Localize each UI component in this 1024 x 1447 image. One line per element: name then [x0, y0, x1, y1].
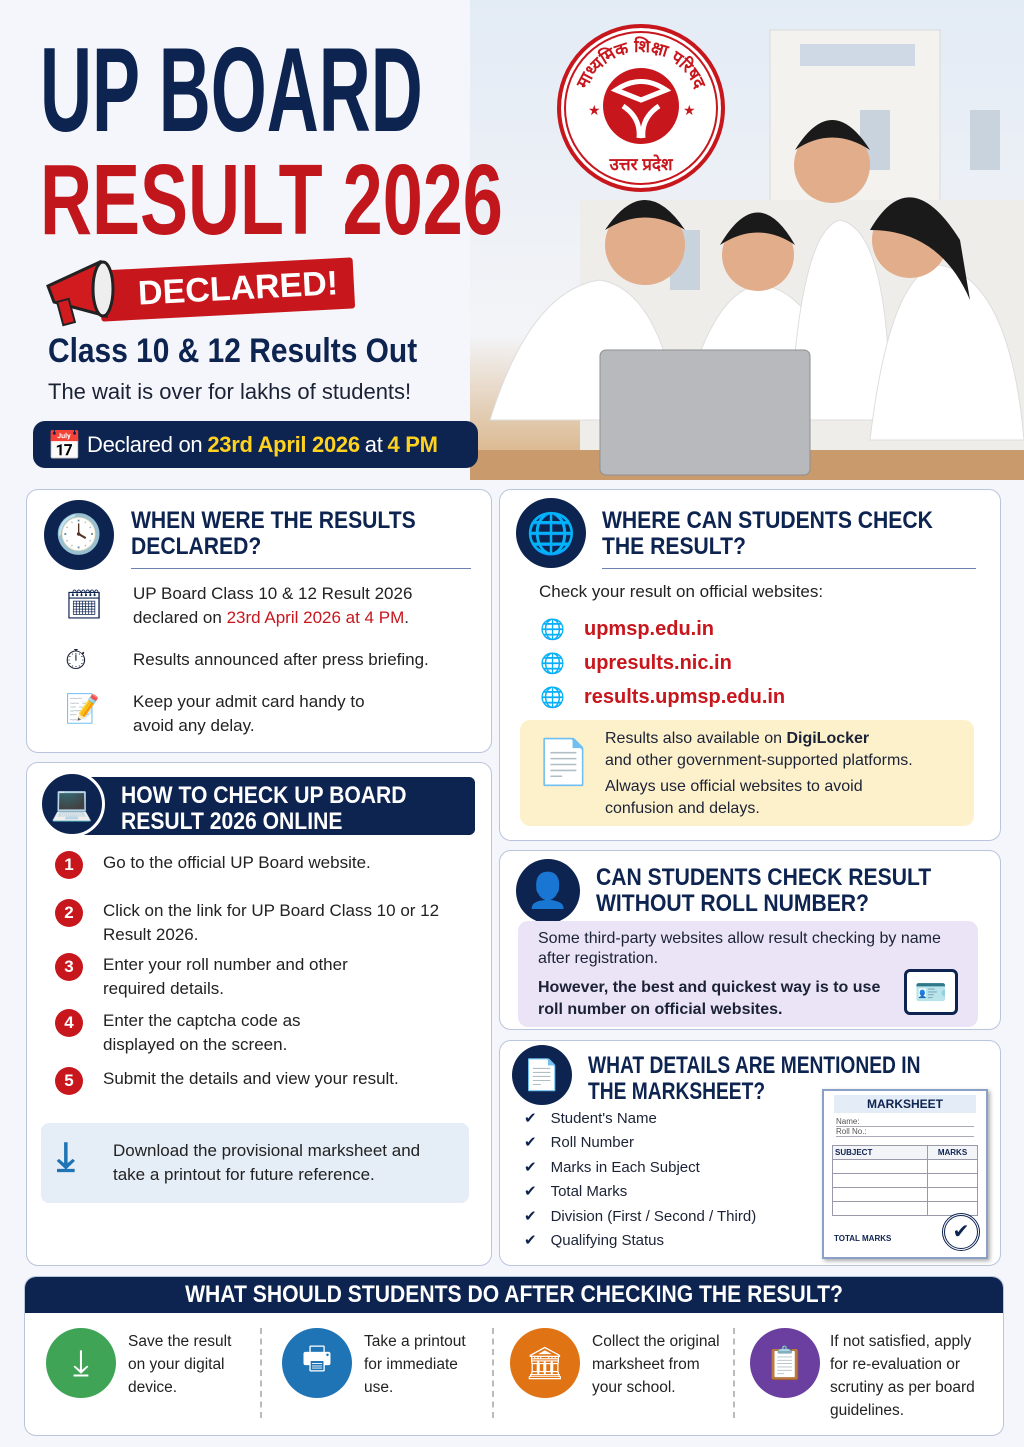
marksheet-item — [524, 1205, 756, 1229]
marksheet-item — [524, 1156, 756, 1180]
step-number: 2 — [55, 899, 83, 927]
how-to-check-card — [26, 762, 492, 1266]
id-card-icon: 🪪 — [904, 969, 958, 1015]
check-icon: ✔ — [524, 1232, 537, 1250]
tagline: The wait is over for lakhs of students! — [48, 379, 412, 404]
marksheet-item-text: Qualifying Status — [550, 1232, 664, 1250]
link-results-upmsp[interactable]: results.upmsp.edu.in — [584, 685, 786, 708]
title-result-2026: RESULT 2026 — [40, 144, 503, 256]
marksheet-item — [524, 1180, 756, 1204]
megaphone-icon — [40, 256, 130, 335]
step-number: 5 — [55, 1067, 83, 1095]
marksheet-item — [524, 1229, 756, 1253]
check-icon: ✔ — [524, 1110, 537, 1127]
roll-bold-text: However, the best and quickest way is to use roll number on official websites. — [538, 979, 881, 1018]
calendar-icon: 🗓 — [65, 589, 104, 622]
school-icon: 🏛 — [510, 1328, 580, 1398]
roll-text: Some third-party websites allow result checking by name after registration. — [538, 930, 941, 967]
upmsp-logo — [557, 24, 725, 192]
col-marks: MARKS — [928, 1146, 978, 1160]
when-item-1-d: . — [404, 608, 409, 627]
download-text: Download the provisional marksheet and take a printout for future reference. — [113, 1141, 421, 1184]
note-official-sites: Always use official websites to avoid confusion and delays. — [605, 778, 863, 817]
title-up-board: UP BOARD — [40, 23, 423, 157]
note-text-c: and other government-supported platforms. — [605, 752, 913, 769]
results-out-subtitle: Class 10 & 12 Results Out — [48, 332, 418, 370]
globe-icon: 🌐 — [540, 652, 565, 675]
after-item-print: Take a printout for immediate use. — [364, 1333, 466, 1396]
marksheet-item-text: Roll Number — [550, 1134, 634, 1152]
printer-icon: 🖶 — [282, 1328, 352, 1398]
clock-icon: 🕓 — [44, 500, 114, 570]
admit-card-icon: 📝 — [65, 693, 100, 724]
svg-text:★: ★ — [683, 102, 696, 118]
when-item-2: Results announced after press briefing. — [133, 650, 429, 669]
check-icon: ✔ — [524, 1207, 537, 1225]
globe-icon: 🌐 — [540, 618, 565, 641]
marksheet-item-text: Total Marks — [550, 1183, 628, 1201]
download-icon: ⤓ — [46, 1328, 116, 1398]
hero-photo-students — [470, 0, 1024, 480]
digilocker-note — [520, 720, 974, 826]
where-check-result-card — [499, 489, 1001, 841]
where-heading: WHERE CAN STUDENTS CHECK THE RESULT? — [602, 507, 933, 560]
note-digilocker: DigiLocker — [786, 730, 870, 747]
after-heading: WHAT SHOULD STUDENTS DO AFTER CHECKING THE RESULT? — [185, 1281, 843, 1308]
globe-icon: 🌐 — [540, 686, 565, 709]
marksheet-illustration — [822, 1089, 988, 1259]
clipboard-check-icon: 📋 — [750, 1328, 820, 1398]
declared-date-banner — [33, 421, 478, 468]
link-upresults[interactable]: upresults.nic.in — [584, 651, 732, 674]
check-icon: ✔ — [524, 1158, 537, 1176]
marksheet-item-text: Student's Name — [550, 1110, 657, 1127]
marksheet-item-text: Division (First / Second / Third) — [550, 1207, 757, 1225]
marksheet-item-text: Marks in Each Subject — [550, 1158, 700, 1176]
total-marks-label: TOTAL MARKS — [834, 1234, 892, 1243]
step-text: Click on the link for UP Board Class 10 or 12 Result 2026. — [103, 901, 440, 944]
col-subject: SUBJECT — [833, 1146, 928, 1160]
step-number: 1 — [55, 851, 83, 879]
after-item-save: Save the result on your digital device. — [128, 1333, 232, 1396]
marksheet-heading: WHAT DETAILS ARE MENTIONED IN THE MARKSHEET? — [588, 1052, 921, 1105]
stopwatch-icon: ⏱ — [65, 644, 87, 675]
calendar-clock-icon: 📅 — [47, 430, 82, 461]
link-upmsp[interactable]: upmsp.edu.in — [584, 617, 714, 640]
step-number: 3 — [55, 953, 83, 981]
when-heading: WHEN WERE THE RESULTS DECLARED? — [131, 507, 416, 560]
when-item-3: Keep your admit card handy to avoid any delay. — [133, 692, 365, 735]
check-icon: ✔ — [524, 1183, 537, 1201]
declared-at: at — [364, 431, 383, 457]
roll-heading: CAN STUDENTS CHECK RESULT WITHOUT ROLL NUMBER? — [596, 864, 932, 917]
after-item-collect: Collect the original marksheet from your school. — [592, 1333, 720, 1396]
roll-label: Roll No.: — [836, 1127, 974, 1137]
declared-prefix: Declared on — [87, 431, 203, 457]
step-text: Submit the details and view your result. — [103, 1069, 399, 1088]
marksheet-item — [524, 1107, 756, 1131]
marksheet-details-card — [499, 1040, 1001, 1266]
secure-document-icon: 📄 — [536, 738, 591, 787]
verified-stamp-icon: ✔ — [942, 1213, 980, 1251]
when-item-1 — [133, 582, 473, 630]
declared-badge: DECLARED! — [99, 257, 356, 321]
check-icon: ✔ — [524, 1134, 537, 1152]
when-item-1-date: 23rd April 2026 at 4 PM — [226, 608, 405, 627]
after-item-reevaluation: If not satisfied, apply for re-evaluation or scrutiny as per board guidelines. — [830, 1333, 975, 1419]
step-text: Go to the official UP Board website. — [103, 853, 371, 872]
download-marksheet-note — [41, 1123, 469, 1203]
globe-icon: 🌐 — [516, 498, 586, 568]
step-text: Enter your roll number and other required details. — [103, 955, 348, 998]
logo-top-text: माध्यमिक शिक्षा परिषद — [572, 36, 710, 92]
logo-bottom-text: उत्तर प्रदेश — [609, 155, 673, 174]
where-intro: Check your result on official websites: — [539, 582, 824, 601]
marksheet-item — [524, 1131, 756, 1155]
marksheet-title: MARKSHEET — [834, 1095, 976, 1113]
download-icon: ⤓ — [57, 1135, 75, 1179]
user-icon: 👤 — [516, 859, 580, 923]
name-label: Name: — [836, 1117, 974, 1127]
roll-number-card — [499, 850, 1001, 1030]
when-item-1-b: declared on — [133, 608, 222, 627]
svg-text:★: ★ — [588, 102, 601, 118]
laptop-icon: 💻 — [39, 771, 105, 837]
when-results-declared-card — [26, 489, 492, 753]
note-text-a: Results also available on — [605, 730, 782, 747]
when-item-1-a: UP Board Class 10 & 12 Result 2026 — [133, 584, 413, 603]
how-heading: HOW TO CHECK UP BOARD RESULT 2026 ONLINE — [121, 782, 407, 835]
document-icon: 📄 — [512, 1045, 572, 1105]
declared-date: 23rd April 2026 — [207, 431, 360, 457]
declared-time: 4 PM — [387, 431, 438, 457]
step-number: 4 — [55, 1009, 83, 1037]
step-text: Enter the captcha code as displayed on the screen. — [103, 1011, 301, 1054]
